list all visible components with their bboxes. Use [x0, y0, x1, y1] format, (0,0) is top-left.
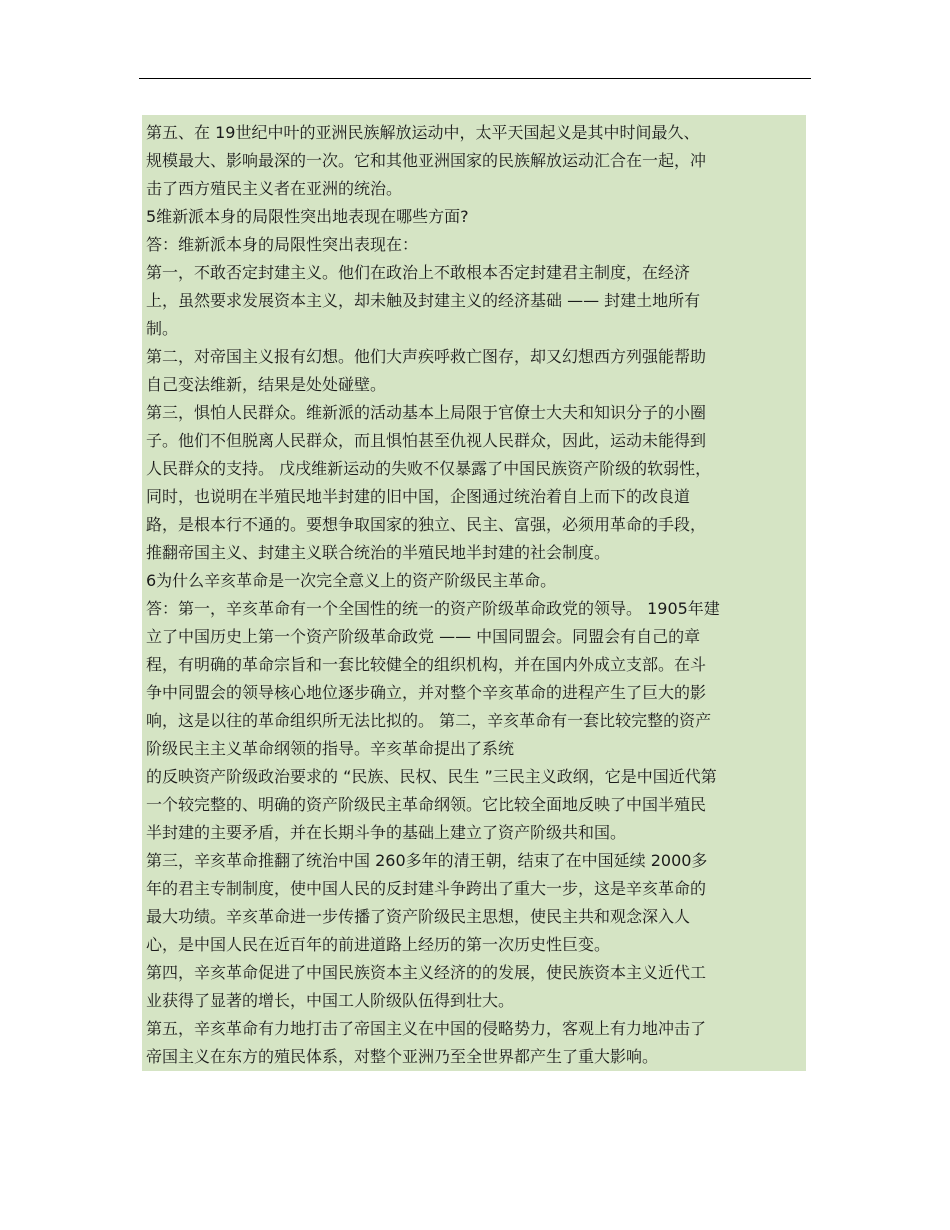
text-line: 上，虽然要求发展资本主义，却未触及封建主义的经济基础 —— 封建土地所有: [146, 291, 701, 310]
text-line: 的反映资产阶级政治要求的 “民族、民权、民生 ”三民主义政纲，它是中国近代第: [146, 767, 717, 786]
text-line: 响，这是以往的革命组织所无法比拟的。 第二，辛亥革命有一套比较完整的资产: [146, 711, 712, 730]
text-line: 争中同盟会的领导核心地位逐步确立，并对整个辛亥革命的进程产生了巨大的影: [146, 683, 707, 702]
question-heading: 5维新派本身的局限性突出地表现在哪些方面?: [146, 207, 469, 226]
text-line: 击了西方殖民主义者在亚洲的统治。: [146, 179, 403, 198]
text-line: 第五，辛亥革命有力地打击了帝国主义在中国的侵略势力，客观上有力地冲击了: [146, 1019, 707, 1038]
text-line: 第五、在 19世纪中叶的亚洲民族解放运动中，太平天国起义是其中时间最久、: [146, 123, 700, 142]
text-line: 第三，辛亥革命推翻了统治中国 260多年的清王朝，结束了在中国延续 2000多: [146, 851, 708, 870]
text-line: 答：维新派本身的局限性突出表现在：: [146, 235, 419, 254]
text-line: 心，是中国人民在近百年的前进道路上经历的第一次历史性巨变。: [146, 935, 611, 954]
text-line: 程，有明确的革命宗旨和一套比较健全的组织机构，并在国内外成立支部。在斗: [146, 655, 707, 674]
text-line: 帝国主义在东方的殖民体系，对整个亚洲乃至全世界都产生了重大影响。: [146, 1047, 659, 1066]
text-line: 年的君主专制制度，使中国人民的反封建斗争跨出了重大一步，这是辛亥革命的: [146, 879, 707, 898]
text-line: 第一，不敢否定封建主义。他们在政治上不敢根本否定封建君主制度，在经济: [146, 263, 691, 282]
text-line: 第二，对帝国主义报有幻想。他们大声疾呼救亡图存，却又幻想西方列强能帮助: [146, 347, 707, 366]
text-line: 路，是根本行不通的。要想争取国家的独立、民主、富强，必须用革命的手段，: [146, 515, 707, 534]
text-line: 最大功绩。辛亥革命进一步传播了资产阶级民主思想，使民主共和观念深入人: [146, 907, 691, 926]
text-line: 人民群众的支持。 戊戌维新运动的失败不仅暴露了中国民族资产阶级的软弱性，: [146, 459, 712, 478]
text-line: 子。他们不但脱离人民群众，而且惧怕甚至仇视人民群众，因此，运动未能得到: [146, 431, 707, 450]
text-line: 规模最大、影响最深的一次。它和其他亚洲国家的民族解放运动汇合在一起，冲: [146, 151, 707, 170]
text-line: 推翻帝国主义、封建主义联合统治的半殖民地半封建的社会制度。: [146, 543, 611, 562]
text-line: 半封建的主要矛盾，并在长期斗争的基础上建立了资产阶级共和国。: [146, 823, 627, 842]
text-line: 同时，也说明在半殖民地半封建的旧中国，企图通过统治着自上而下的改良道: [146, 487, 691, 506]
text-line: 自己变法维新，结果是处处碰壁。: [146, 375, 387, 394]
text-line: 业获得了显著的增长，中国工人阶级队伍得到壮大。: [146, 991, 515, 1010]
text-line: 一个较完整的、明确的资产阶级民主革命纲领。它比较全面地反映了中国半殖民: [146, 795, 707, 814]
header-rule: [139, 78, 811, 79]
text-line: 制。: [146, 319, 179, 338]
text-line: 第四，辛亥革命促进了中国民族资本主义经济的的发展，使民族资本主义近代工: [146, 963, 707, 982]
text-line: 答：第一，辛亥革命有一个全国性的统一的资产阶级革命政党的领导。 1905年建: [146, 599, 720, 618]
text-line: 立了中国历史上第一个资产阶级革命政党 —— 中国同盟会。同盟会有自己的章: [146, 627, 701, 646]
text-line: 第三，惧怕人民群众。维新派的活动基本上局限于官僚士大夫和知识分子的小圈: [146, 403, 707, 422]
text-line: 阶级民主主义革命纲领的指导。辛亥革命提出了系统: [146, 739, 515, 758]
question-heading: 6为什么辛亥革命是一次完全意义上的资产阶级民主革命。: [146, 571, 557, 590]
body-text: [146, 119, 802, 1071]
